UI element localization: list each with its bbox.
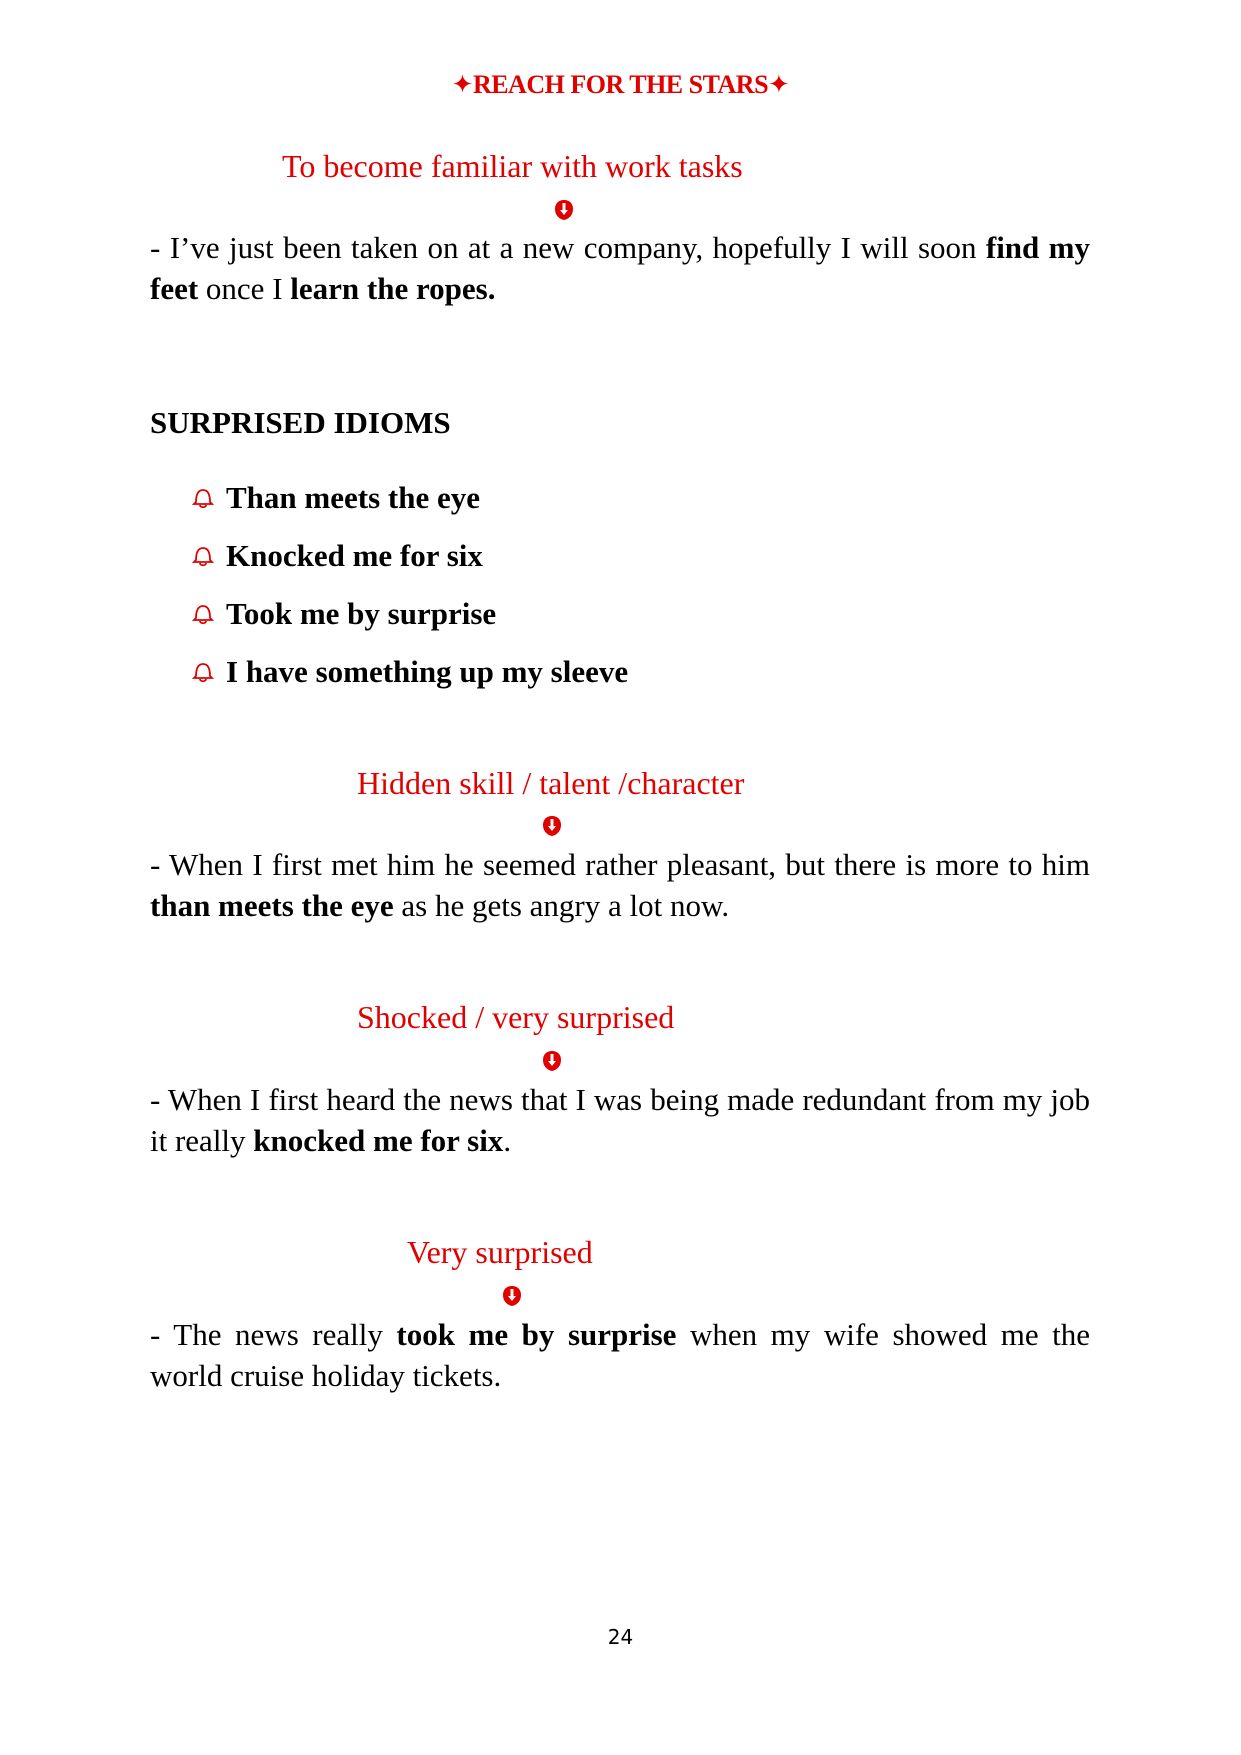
- page-header: [0, 70, 1241, 100]
- down-arrow-icon: [541, 814, 563, 838]
- sentence-text: - When I first heard the news that I was being made redundant from my job it really: [150, 1082, 1090, 1158]
- bell-icon: [190, 543, 216, 569]
- idiom-text: I have something up my sleeve: [226, 654, 629, 689]
- idiom-highlight: learn the ropes.: [290, 271, 496, 306]
- sentence-text: - The news really: [150, 1317, 397, 1352]
- down-arrow-icon: [553, 198, 575, 222]
- sentence-text: .: [503, 1123, 512, 1158]
- example-sentence: [150, 227, 1090, 309]
- down-arrow-icon: [501, 1284, 523, 1308]
- idiom-highlight: took me by surprise: [396, 1317, 677, 1352]
- bell-icon: [190, 659, 216, 685]
- example-sentence: [150, 1079, 1090, 1161]
- bell-icon: [190, 485, 216, 511]
- example-sentence: [150, 1314, 1090, 1396]
- meaning-label: To become familiar with work tasks: [282, 148, 743, 184]
- idiom-highlight: find my feet: [150, 230, 1090, 306]
- down-arrow-icon: [541, 1049, 563, 1073]
- header-title: REACH FOR THE STARS: [472, 70, 769, 99]
- meaning-label: Shocked / very surprised: [357, 999, 675, 1035]
- idiom-highlight: than meets the eye: [150, 888, 394, 923]
- idiom-highlight: knocked me for six: [253, 1123, 504, 1158]
- sentence-text: when my wife showed me the world cruise holiday tickets.: [150, 1317, 1091, 1393]
- page-number: 24: [607, 1625, 634, 1649]
- idiom-item: [190, 538, 483, 574]
- sentence-text: once I: [198, 271, 291, 306]
- star-icon: ✦: [451, 70, 473, 99]
- idiom-item: [190, 480, 480, 516]
- idiom-text: Than meets the eye: [226, 480, 480, 515]
- sentence-text: - I’ve just been taken on at a new company, hopefully I will soon: [150, 230, 986, 265]
- star-icon: ✦: [768, 70, 790, 99]
- idiom-text: Took me by surprise: [226, 596, 497, 631]
- idiom-item: [190, 654, 628, 690]
- sentence-text: as he gets angry a lot now.: [393, 888, 730, 923]
- example-sentence: [150, 844, 1090, 926]
- idiom-text: Knocked me for six: [226, 538, 483, 573]
- section-title: SURPRISED IDIOMS: [150, 405, 451, 440]
- sentence-text: - When I first met him he seemed rather pleasant, but there is more to him: [150, 847, 1090, 882]
- meaning-label: Very surprised: [407, 1234, 593, 1270]
- idiom-item: [190, 596, 496, 632]
- bell-icon: [190, 601, 216, 627]
- meaning-label: Hidden skill / talent /character: [357, 765, 745, 801]
